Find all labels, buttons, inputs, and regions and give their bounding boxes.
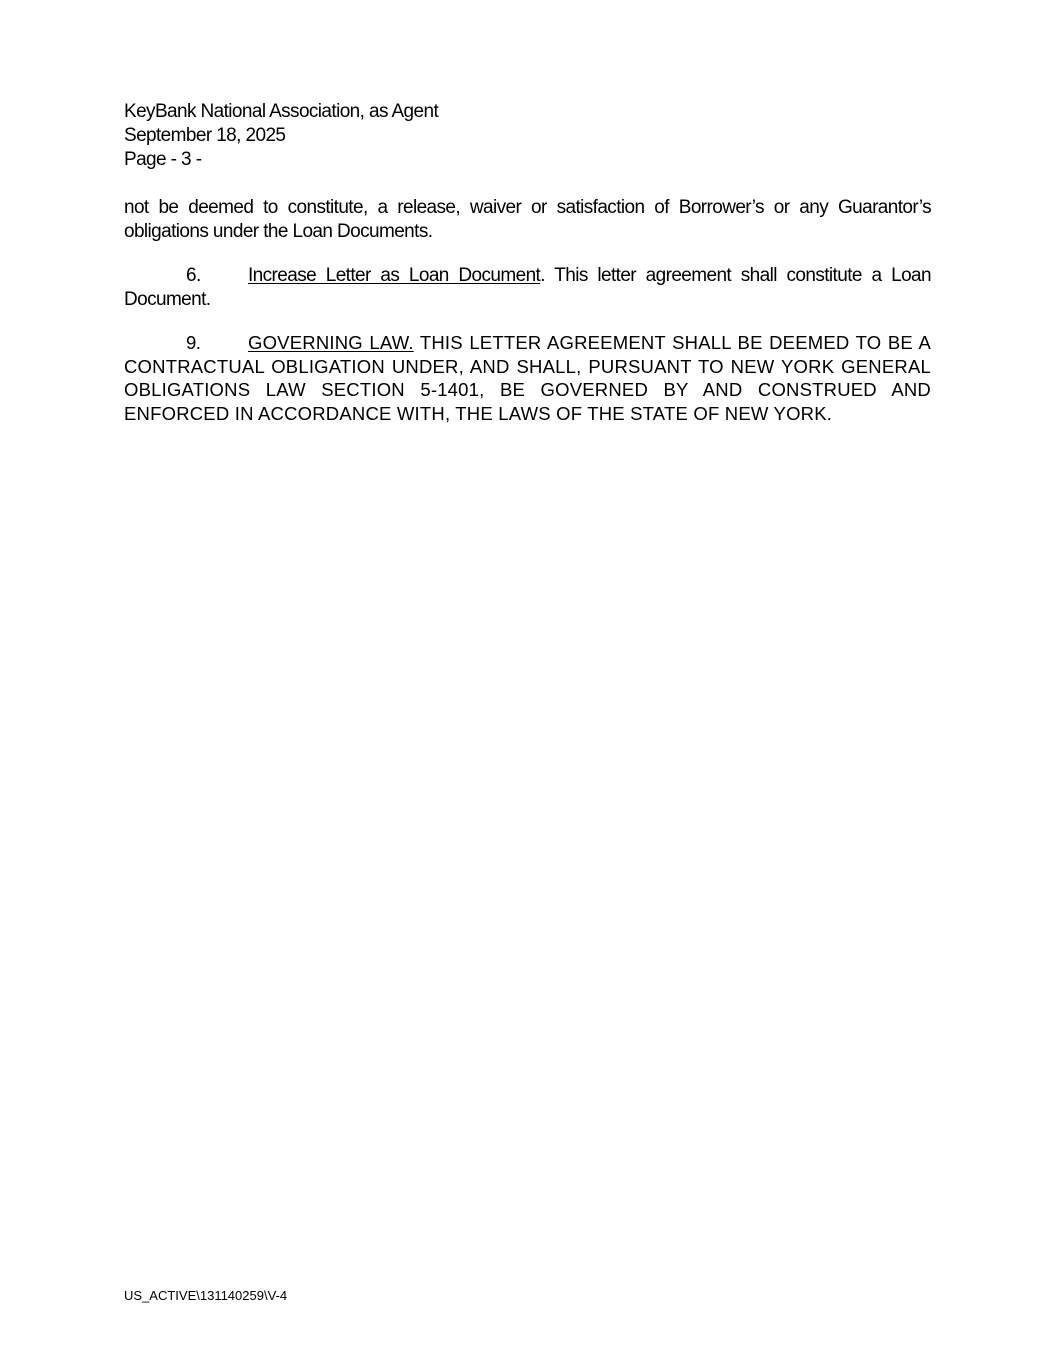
page-number-line: Page - 3 -	[124, 149, 202, 170]
section-text: . This letter agreement shall constitute a Loan Document.	[124, 265, 931, 310]
section-number: 6.	[186, 265, 201, 286]
paragraph-continuation	[124, 196, 931, 243]
section-6-paragraph	[124, 264, 931, 311]
section-heading: GOVERNING LAW.	[248, 332, 414, 353]
section-text: THIS LETTER AGREEMENT SHALL BE DEEMED TO BE A CONTRACTUAL OBLIGATION UNDER, AND SHALL, PURSUANT TO NEW YORK GENERAL OBLIGATIONS LAW SECTION 5-1401, BE GOVERNED BY AND CONSTRUED AND ENFORCED IN ACCORDANCE WITH, THE LAWS OF THE STATE OF NEW YORK.	[124, 332, 932, 424]
section-number: 9.	[186, 332, 201, 353]
addressee-line: KeyBank National Association, as Agent	[124, 101, 439, 122]
paragraph-text: not be deemed to constitute, a release, waiver or satisfaction of Borrower’s or any Guarantor’s obligations under the Loan Documents.	[124, 197, 931, 242]
document-id-footer: US_ACTIVE\131140259\V-4	[124, 1288, 288, 1303]
section-9-paragraph	[124, 331, 931, 425]
date-line: September 18, 2025	[124, 125, 286, 146]
letter-header	[124, 100, 438, 172]
section-heading: Increase Letter as Loan Document	[248, 265, 541, 286]
